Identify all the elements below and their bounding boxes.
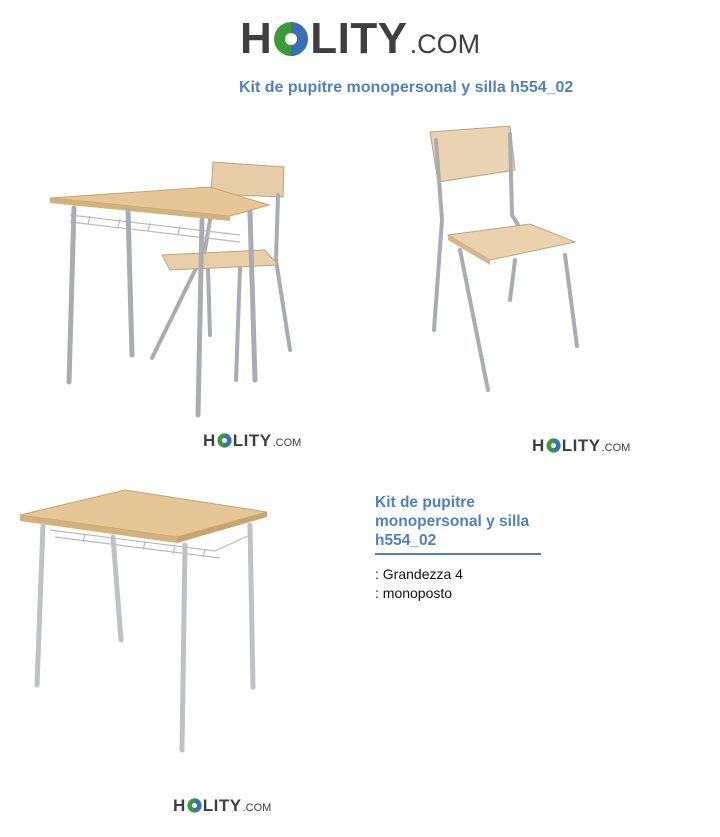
desk-photo <box>15 485 275 760</box>
spec-type: : monoposto <box>375 585 453 601</box>
page-title: Kit de pupitre monopersonal y silla h554_02 <box>239 79 574 96</box>
logo-letter-h: H <box>240 14 273 63</box>
logo-circle-icon <box>273 18 309 54</box>
chair-photo <box>420 120 590 395</box>
logo-letters-lity: LITY <box>310 14 408 63</box>
logo-circle-icon <box>546 438 561 453</box>
desk-and-chair-photo <box>40 150 310 425</box>
logo-circle-icon <box>217 433 232 448</box>
logo-circle-icon <box>187 798 202 813</box>
product-title: Kit de pupitre monopersonal y silla h554_02 <box>375 494 530 549</box>
spec-size: : Grandezza 4 <box>375 566 463 582</box>
site-logo[interactable] <box>240 14 480 64</box>
title-divider <box>375 553 541 555</box>
logo-com: .COM <box>409 29 481 59</box>
image-watermark-logo: H LITY .COM <box>203 431 302 450</box>
image-watermark-logo: H LITY .COM <box>173 796 272 815</box>
image-watermark-logo: H LITY .COM <box>532 436 631 455</box>
